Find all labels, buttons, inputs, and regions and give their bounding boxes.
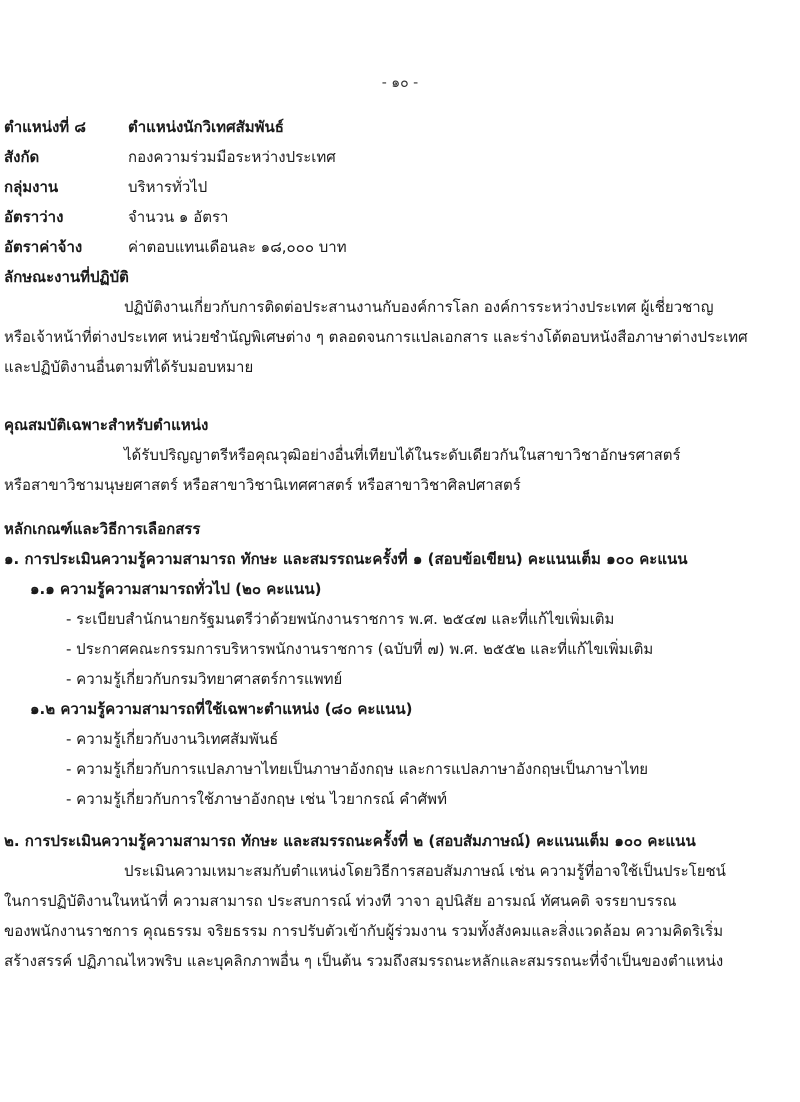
duties-section [4,262,794,382]
qualifications-paragraph [4,440,794,500]
work-group-row [4,172,347,202]
salary-row [4,232,347,262]
interview-paragraph [4,856,794,976]
position-label: ตำแหน่งที่ ๘ [4,118,86,136]
duties-line: และปฏิบัติงานอื่นตามที่ได้รับมอบหมาย [4,358,254,376]
affiliation-value: กองความร่วมมือระหว่างประเทศ [128,148,336,166]
duties-heading: ลักษณะงานที่ปฏิบัติ [4,268,129,286]
vacancy-row [4,202,347,232]
interview-line: สร้างสรรค์ ปฏิภาณไหวพริบ และบุคลิกภาพอื่น ๆ เป็นต้น รวมถึงสมรรถนะหลักและสมรรถนะที่จำเป็นของตำแหน่ง [4,952,724,970]
specific-knowledge-item: - ความรู้เกี่ยวกับงานวิเทศสัมพันธ์ [66,730,279,748]
position-info-table [4,112,347,262]
selection-heading: หลักเกณฑ์และวิธีการเลือกสรร [4,520,201,538]
interview-line: ของพนักงานราชการ คุณธรรม จริยธรรม การปรับตัวเข้ากับผู้ร่วมงาน รวมทั้งสังคมและสิ่งแวดล้อม ความคิดริเริ่ม [4,922,724,940]
qualifications-line: หรือสาขาวิชามนุษยศาสตร์ หรือสาขาวิชานิเทศศาสตร์ หรือสาขาวิชาศิลปศาสตร์ [4,476,521,494]
general-knowledge-item: - ระเบียบสำนักนายกรัฐมนตรีว่าด้วยพนักงานราชการ พ.ศ. ๒๕๔๗ และที่แก้ไขเพิ่มเติม [66,610,615,628]
specific-knowledge-item: - ความรู้เกี่ยวกับการใช้ภาษาอังกฤษ เช่น ไวยากรณ์ คำศัพท์ [66,790,447,808]
page-number: - ๑๐ - [381,75,419,91]
interview-title: ๒. การประเมินความรู้ความสามารถ ทักษะ และสมรรถนะครั้งที่ ๒ (สอบสัมภาษณ์) คะแนนเต็ม ๑๐๐ คะแนน [4,832,696,850]
specific-knowledge-title: ๑.๒ ความรู้ความสามารถที่ใช้เฉพาะตำแหน่ง (๘๐ คะแนน) [30,700,413,718]
qualifications-line: ได้รับปริญญาตรีหรือคุณวุฒิอย่างอื่นที่เทียบได้ในระดับเดียวกันในสาขาวิชาอักษรศาสตร์ [124,446,681,464]
general-knowledge-item: - ประกาศคณะกรรมการบริหารพนักงานราชการ (ฉบับที่ ๗) พ.ศ. ๒๕๕๒ และที่แก้ไขเพิ่มเติม [66,640,654,658]
qualifications-heading: คุณสมบัติเฉพาะสำหรับตำแหน่ง [4,416,209,434]
written-exam-title: ๑. การประเมินความรู้ความสามารถ ทักษะ และสมรรถนะครั้งที่ ๑ (สอบข้อเขียน) คะแนนเต็ม ๑๐๐ คะแนน [4,550,688,568]
salary-label: อัตราค่าจ้าง [4,238,83,256]
general-knowledge-item: - ความรู้เกี่ยวกับกรมวิทยาศาสตร์การแพทย์ [66,670,343,688]
selection-section [4,514,794,976]
salary-value: ค่าตอบแทนเดือนละ ๑๘,๐๐๐ บาท [128,238,347,256]
position-value: ตำแหน่งนักวิเทศสัมพันธ์ [128,118,284,136]
duties-line: หรือเจ้าหน้าที่ต่างประเทศ หน่วยชำนัญพิเศษต่าง ๆ ตลอดจนการแปลเอกสาร และร่างโต้ตอบหนังสือภาษาต่างประเทศ [4,328,748,346]
general-knowledge-title: ๑.๑ ความรู้ความสามารถทั่วไป (๒๐ คะแนน) [30,580,322,598]
qualifications-section [4,410,794,500]
affiliation-label: สังกัด [4,148,40,166]
position-row [4,112,347,142]
interview-line: ในการปฏิบัติงานในหน้าที่ ความสามารถ ประสบการณ์ ท่วงที วาจา อุปนิสัย อารมณ์ ทัศนคติ จรรยาบรรณ [4,892,677,910]
vacancy-value: จำนวน ๑ อัตรา [128,208,229,226]
work-group-label: กลุ่มงาน [4,178,59,196]
affiliation-row [4,142,347,172]
duties-paragraph [4,292,794,382]
work-group-value: บริหารทั่วไป [128,178,208,196]
duties-line: ปฏิบัติงานเกี่ยวกับการติดต่อประสานงานกับองค์การโลก องค์การระหว่างประเทศ ผู้เชี่ยวชาญ [124,298,714,316]
interview-line: ประเมินความเหมาะสมกับตำแหน่งโดยวิธีการสอบสัมภาษณ์ เช่น ความรู้ที่อาจใช้เป็นประโยชน์ [124,862,726,880]
vacancy-label: อัตราว่าง [4,208,64,226]
specific-knowledge-item: - ความรู้เกี่ยวกับการแปลภาษาไทยเป็นภาษาอังกฤษ และการแปลภาษาอังกฤษเป็นภาษาไทย [66,760,649,778]
